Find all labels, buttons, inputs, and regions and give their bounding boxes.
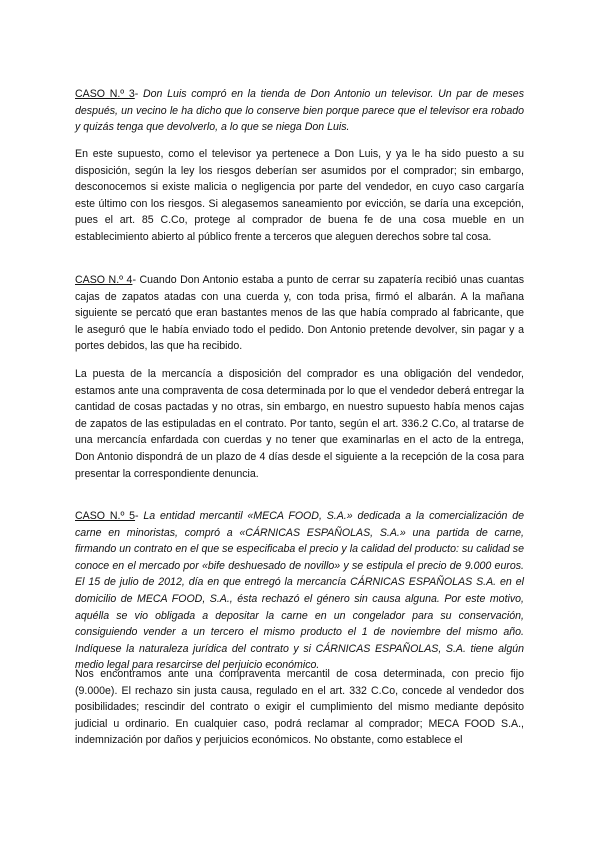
caso-3-title: CASO N.º 3 (75, 88, 135, 100)
caso-3-separator: - (134, 88, 143, 100)
caso-5-answer (75, 666, 524, 749)
caso-5-statement (75, 508, 524, 674)
caso-5-separator: - (135, 510, 144, 522)
caso-4-statement-text: Cuando Don Antonio estaba a punto de cerrar su zapatería recibió unas cuantas cajas de zapatos atadas con una cuerda y, con toda prisa, firmó el albarán. A la mañana siguiente se percató que eran bastantes menos de las que había comprado al fabricante, que le aseguró que le había enviado todo el pedido. Don Antonio pretende devolver, sin pagar y a portes debidos, las que ha recibido. (75, 274, 524, 353)
caso-4-separator: - (132, 274, 140, 286)
caso-3-answer-text: En este supuesto, como el televisor ya pertenece a Don Luis, y ya le ha sido puesto a su disposición, según la ley los riesgos deberían ser asumidos por el comprador; sin embargo, desconocemos si existe malicia o negligencia por parte del vendedor, en cuyo caso cargaría este último con los riesgos. Si alegasemos saneamiento por evicción, se daría una excepción, pues el art. 85 C.Co, protege al comprador de buena fe de una cosa mueble en un establecimiento abierto al público frente a terceros que aleguen derechos sobre tal cosa. (75, 148, 524, 243)
caso-5-statement-text: La entidad mercantil «MECA FOOD, S.A.» dedicada a la comercialización de carne en minoristas, compró a «CÁRNICAS ESPAÑOLAS, S.A.» una partida de carne, firmando un contrato en el que se especificaba el precio y la calidad del producto: su calidad se conoce en el mercado por «bife deshuesado de novillo» y se estipula el precio de 9.000 euros. El 15 de julio de 2012, día en que entregó la mercancía CÁRNICAS ESPAÑOLAS S.A. en el domicilio de MECA FOOD, S.A., ésta rechazó el género sin causa alguna. Por este motivo, aquélla se vio obligada a depositar la carne en un congelador para su conservación, consiguiendo vender a un tercero el mismo producto el 1 de noviembre del mismo año. Indíquese la naturaleza jurídica del contrato y si CÁRNICAS ESPAÑOLAS, S.A. tiene algún medio legal para resarcirse del perjuicio económico. (75, 510, 524, 672)
caso-3-answer (75, 146, 524, 246)
caso-3-statement (75, 86, 524, 136)
caso-3-statement-text: Don Luis compró en la tienda de Don Antonio un televisor. Un par de meses después, un vecino le ha dicho que lo conserve bien porque parece que el televisor era robado y quizás tenga que devolverlo, a lo que se niega Don Luis. (75, 88, 524, 134)
caso-5-title: CASO N.º 5 (75, 510, 136, 522)
caso-4-answer (75, 366, 524, 482)
caso-4-title: CASO N.º 4 (75, 274, 133, 286)
caso-4-statement (75, 272, 524, 355)
caso-4-answer-text: La puesta de la mercancía a disposición del comprador es una obligación del vendedor, estamos ante una compraventa de cosa determinada por lo que el vendedor deberá entregar la cantidad de cosas pactadas y no otras, sin embargo, en nuestro supuesto había menos cajas de zapatos de las estipuladas en el contrato. Por tanto, según el art. 336.2 C.Co, al tratarse de una mercancía enfardada con cuerdas y no tener que examinarlas en el acto de la entrega, Don Antonio dispondrá de un plazo de 4 días desde el siguiente a la recepción de la cosa para presentar la correspondiente denuncia. (75, 368, 524, 480)
caso-5-answer-text: Nos encontramos ante una compraventa mercantil de cosa determinada, con precio fijo (9.000e). El rechazo sin justa causa, regulado en el art. 332 C.Co, concede al vendedor dos posibilidades; rescindir del contrato o exigir el cumplimiento del mismo mediante depósito judicial u ordinario. En cualquier caso, podrá reclamar al comprador; MECA FOOD S.A., indemnización por daños y perjuicios económicos. No obstante, como establece el (75, 668, 524, 747)
